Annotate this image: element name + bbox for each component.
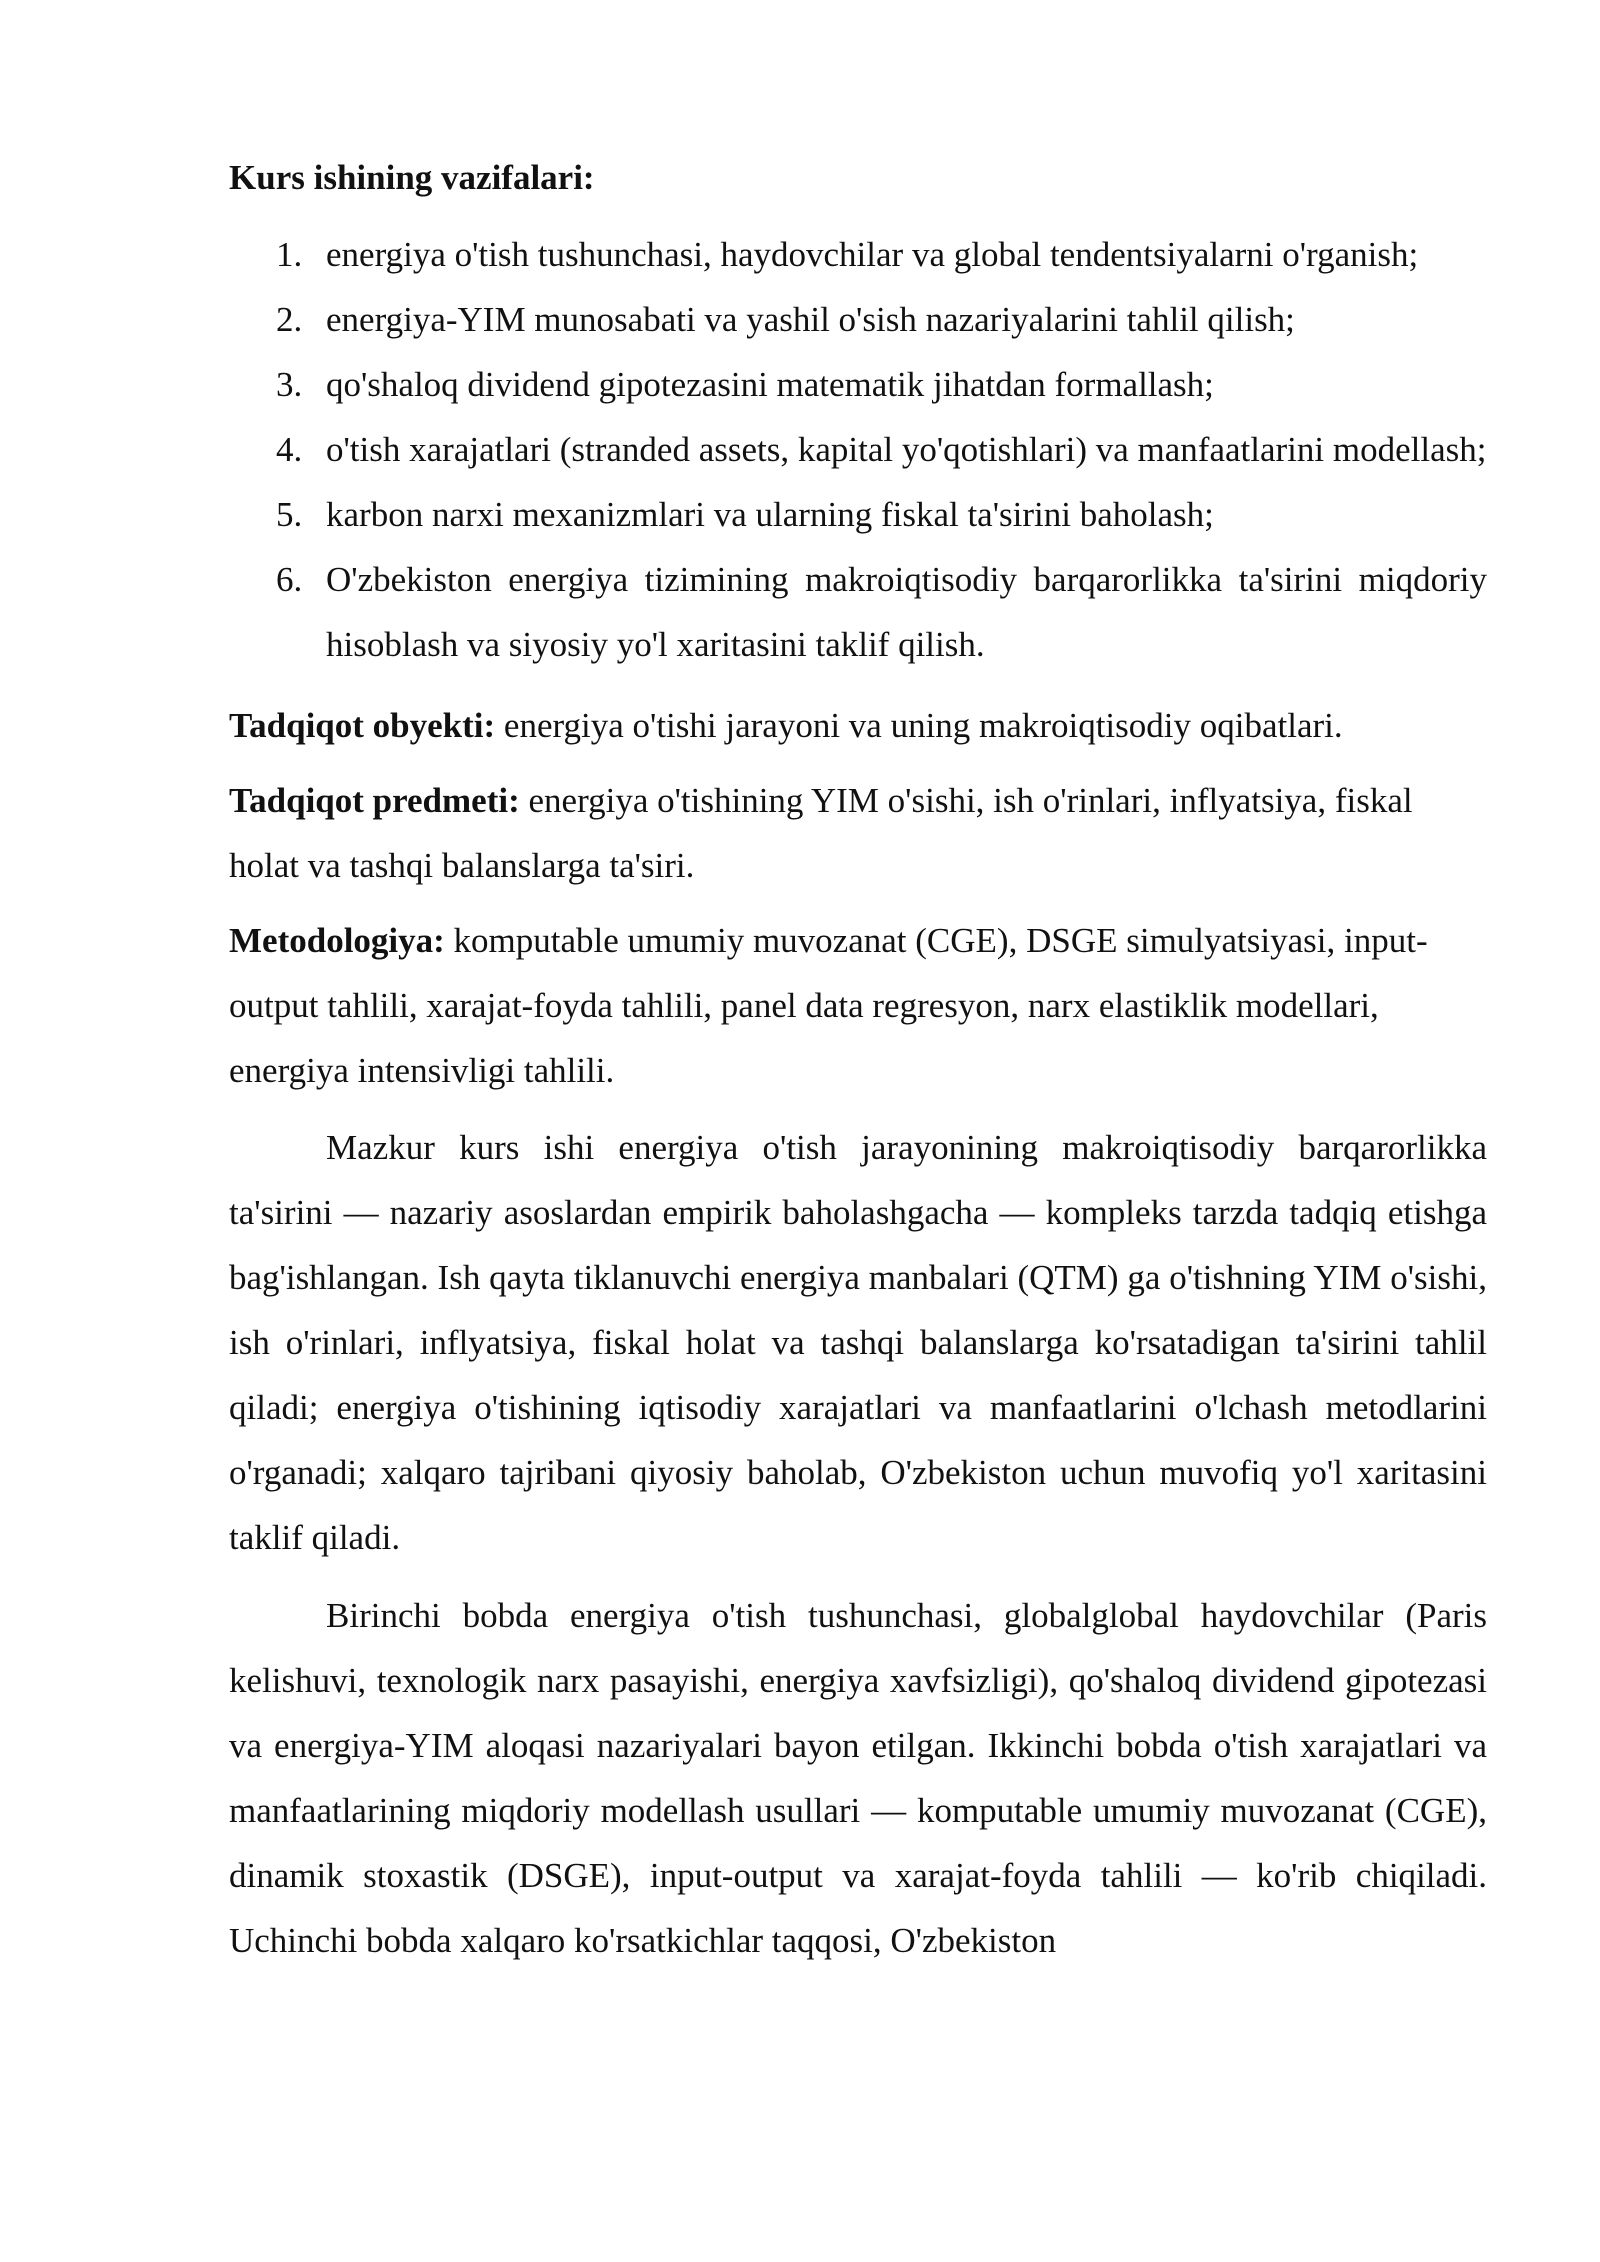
task-text: energiya o'tish tushunchasi, haydovchilar va global tendentsiyalarni o'rganish; [326, 235, 1419, 274]
task-number: 4. [276, 430, 303, 469]
research-subject-paragraph [229, 768, 1487, 898]
tasks-heading: Kurs ishining vazifalari: [229, 158, 595, 197]
research-object-paragraph [229, 693, 1487, 758]
task-number: 1. [276, 235, 303, 274]
methodology-label: Metodologiya: [229, 921, 445, 960]
research-subject-label: Tadqiqot predmeti: [229, 781, 520, 820]
task-item-5 [229, 482, 1487, 547]
task-item-6 [229, 547, 1487, 677]
body-paragraph: Birinchi bobda energiya o'tish tushunchasi, globalglobal haydovchilar (Paris kelishuvi, texnologik narx pasayishi, energiya xavfsizligi), qo'shaloq dividend gipotezasi va energiya-YIM aloqasi nazariyalari bayon etilgan. Ikkinchi bobda o'tish xarajatlari va manfaatlarining miqdoriy modellash usullari — komputable umumiy muvozanat (CGE), dinamik stoxastik (DSGE), input-output va xarajat-foyda tahlili — ko'rib chiqiladi. Uchinchi bobda xalqaro ko'rsatkichlar taqqosi, O'zbekiston [229, 1596, 1487, 1960]
research-object-label: Tadqiqot obyekti: [229, 706, 496, 745]
task-item-4 [229, 417, 1487, 482]
task-item-2 [229, 287, 1487, 352]
body-paragraph: Mazkur kurs ishi energiya o'tish jarayonining makroiqtisodiy barqarorlikka ta'sirini — nazariy asoslardan empirik baholashgacha — kompleks tarzda tadqiq etishga bag'ishlangan. Ish qayta tiklanuvchi energiya manbalari (QTM) ga o'tishning YIM o'sishi, ish o'rinlari, inflyatsiya, fiskal holat va tashqi balanslarga ko'rsatadigan ta'sirini tahlil qiladi; energiya o'tishining iqtisodiy xarajatlari va manfaatlarini o'lchash metodlarini o'rganadi; xalqaro tajribani qiyosiy baholab, O'zbekiston uchun muvofiq yo'l xaritasini taklif qiladi. [229, 1128, 1487, 1557]
methodology-paragraph [229, 908, 1487, 1103]
task-text: O'zbekiston energiya tizimining makroiqtisodiy barqarorlikka ta'sirini miqdoriy hisoblash va siyosiy yo'l xaritasini taklif qilish. [326, 560, 1487, 664]
task-number: 5. [276, 495, 303, 534]
methodology-text: komputable umumiy muvozanat (CGE), DSGE simulyatsiyasi, input-output tahlili, xarajat-foyda tahlili, panel data regresyon, narx elastiklik modellari, energiya intensivligi tahlili. [229, 921, 1428, 1090]
task-number: 3. [276, 365, 303, 404]
document-page [229, 150, 1487, 1973]
task-number: 6. [276, 560, 303, 599]
task-text: o'tish xarajatlari (stranded assets, kapital yo'qotishlari) va manfaatlarini modellash; [326, 430, 1487, 469]
research-object-text: energiya o'tishi jarayoni va uning makroiqtisodiy oqibatlari. [495, 706, 1343, 745]
task-text: karbon narxi mexanizmlari va ularning fiskal ta'sirini baholash; [326, 495, 1214, 534]
task-item-1 [229, 222, 1487, 287]
task-item-3 [229, 352, 1487, 417]
task-text: qo'shaloq dividend gipotezasini matematik jihatdan formallash; [326, 365, 1214, 404]
task-number: 2. [276, 300, 303, 339]
task-text: energiya-YIM munosabati va yashil o'sish nazariyalarini tahlil qilish; [326, 300, 1295, 339]
tasks-list [229, 222, 1487, 677]
research-subject-text: energiya o'tishining YIM o'sishi, ish o'rinlari, inflyatsiya, fiskal holat va tashqi balanslarga ta'siri. [229, 781, 1413, 885]
